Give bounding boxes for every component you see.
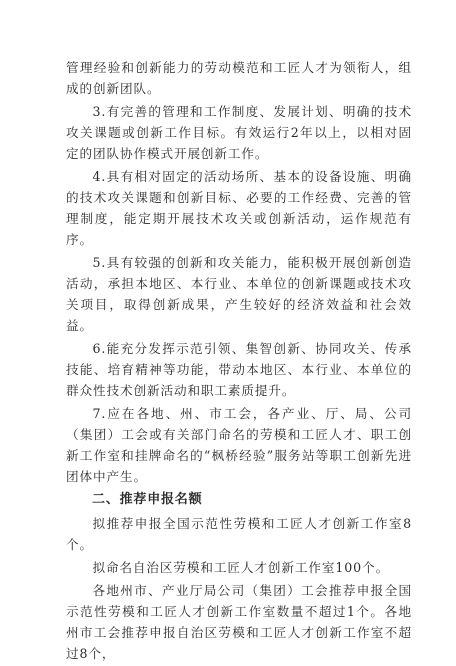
- paragraph-item-6: 6.能充分发挥示范引领、集智创新、协同攻关、传承技能、培育精神等功能，带动本地区、本行业、本单位的群众性技术创新活动和职工素质提升。: [66, 341, 412, 398]
- paragraph-quota-national: 拟推荐申报全国示范性劳模和工匠人才创新工作室8个。: [66, 516, 412, 552]
- paragraph-quota-allocation: 各地州市、产业厅局公司（集团）工会推荐申报全国示范性劳模和工匠人才创新工作室数量不超过1个。各地州市工会推荐申报自治区劳模和工匠人才创新工作室不超过8个，: [66, 583, 412, 661]
- paragraph-item-7: 7.应在各地、州、市工会，各产业、厅、局、公司（集团）工会或有关部门命名的劳模和工匠人才、职工创新工作室和挂牌命名的“枫桥经验”服务站等职工创新先进团体中产生。: [66, 406, 412, 484]
- document-body: [66, 57, 412, 666]
- paragraph-quota-regional: 拟命名自治区劳模和工匠人才创新工作室100个。: [92, 560, 390, 575]
- paragraph-item-4: 4.具有相对固定的活动场所、基本的设备设施、明确的技术攻关课题和创新目标、必要的工作经费、完善的管理制度，能定期开展技术攻关或创新活动，运作规范有序。: [66, 169, 412, 247]
- paragraph-item-3: 3.有完善的管理和工作制度、发展计划、明确的技术攻关课题或创新工作目标。有效运行2年以上，以相对固定的团队协作模式开展创新工作。: [66, 104, 412, 161]
- section-heading: 二、推荐申报名额: [92, 492, 203, 507]
- paragraph-continuation: 管理经验和创新能力的劳动模范和工匠人才为领衔人，组成的创新团队。: [66, 60, 412, 96]
- paragraph-item-5: 5.具有较强的创新和攻关能力，能积极开展创新创造活动，承担本地区、本行业、本单位的创新课题或技术攻关项目，取得创新成果，产生较好的经济效益和社会效益。: [66, 255, 412, 333]
